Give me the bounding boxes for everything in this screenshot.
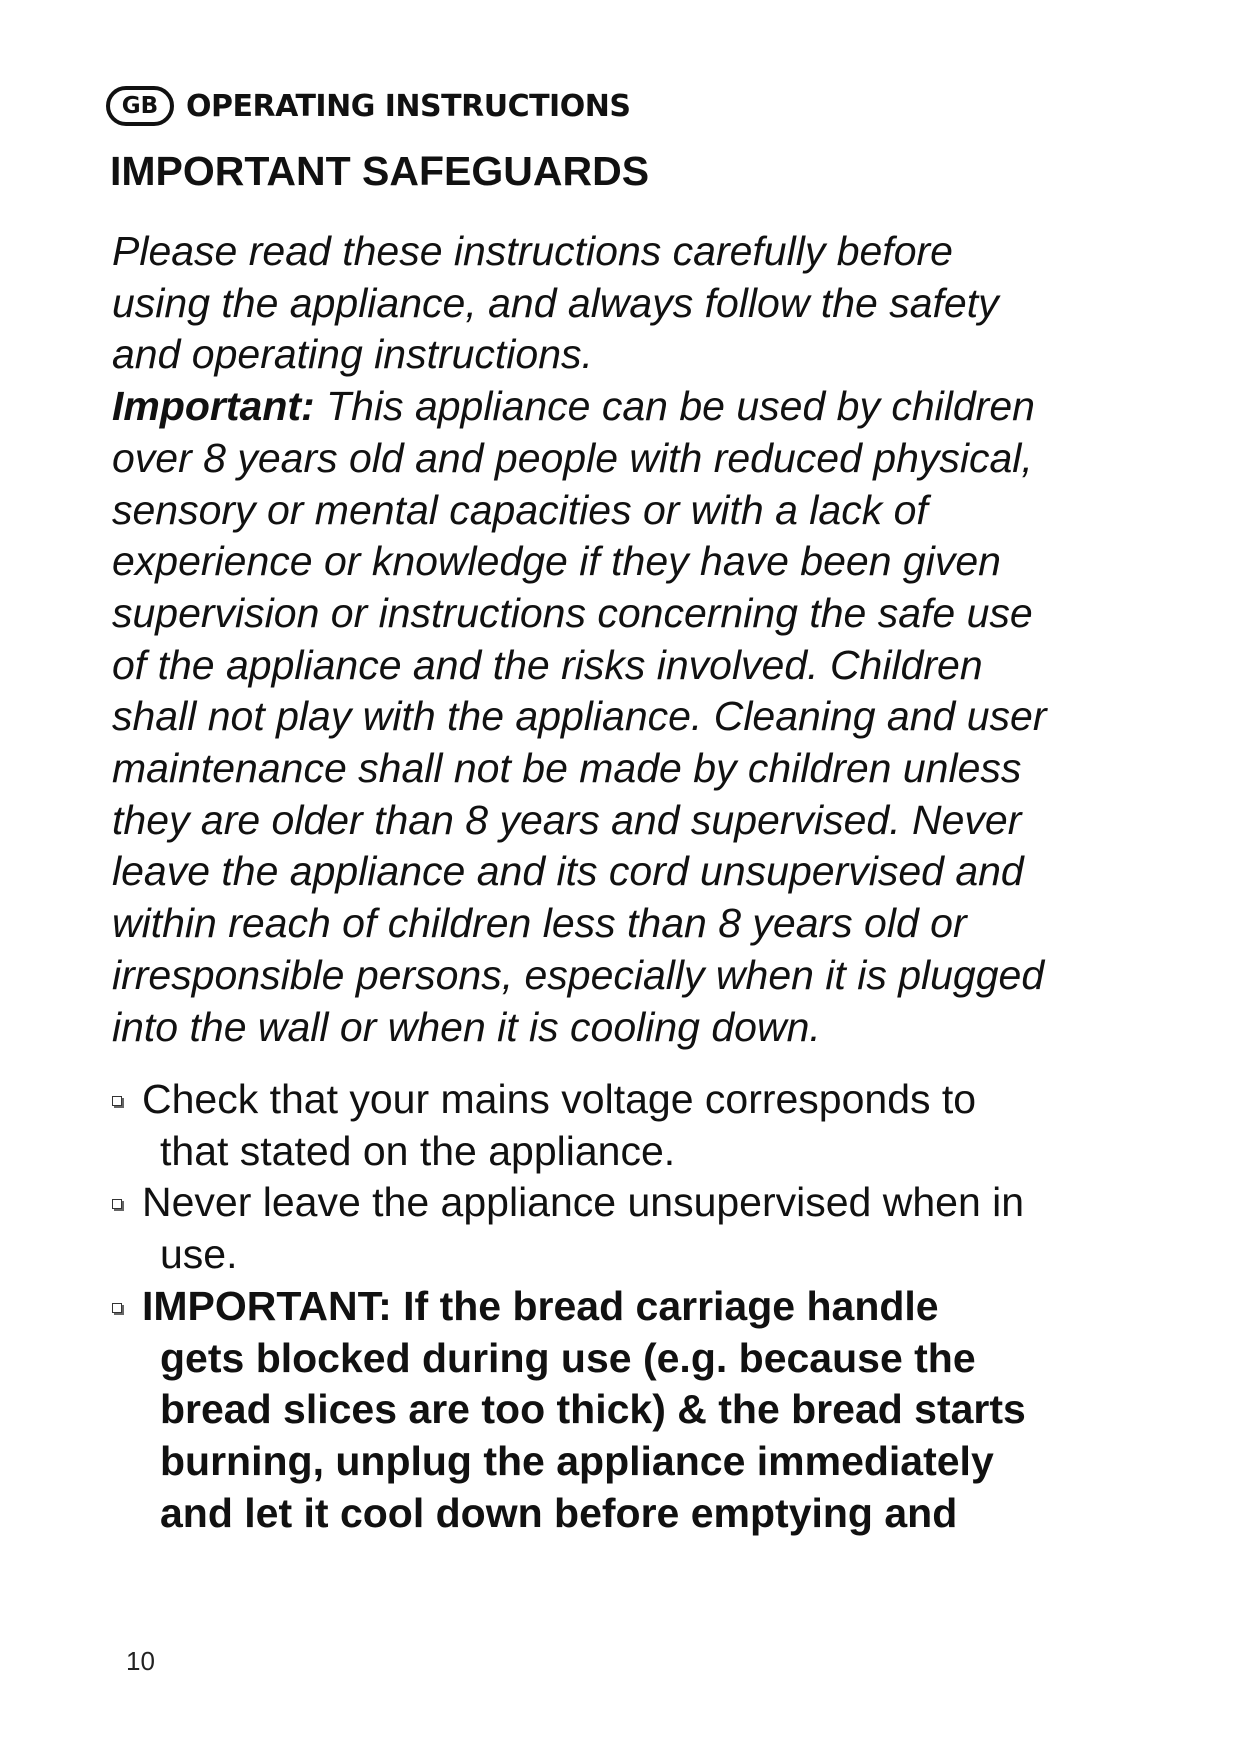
list-item-line: Never leave the appliance unsupervised when in — [142, 1179, 1025, 1226]
country-badge: GB — [106, 86, 174, 126]
important-line: supervision or instructions concerning the safe use — [112, 589, 1033, 636]
section-title: IMPORTANT SAFEGUARDS — [110, 148, 650, 194]
list-item-line: that stated on the appliance. — [160, 1127, 676, 1174]
list-item — [108, 1281, 1168, 1540]
header-title: OPERATING INSTRUCTIONS — [186, 88, 631, 124]
important-line: shall not play with the appliance. Cleaning and user — [112, 693, 1047, 740]
list-item-line: IMPORTANT: If the bread carriage handle — [142, 1282, 939, 1329]
important-line: maintenance shall not be made by children unless — [112, 745, 1022, 792]
list-item-line: and let it cool down before emptying and — [160, 1489, 958, 1536]
checkbox-bullet-icon — [112, 1096, 122, 1106]
safeguard-list — [108, 1074, 1168, 1539]
important-text: This appliance can be used by children — [314, 383, 1035, 430]
important-line: into the wall or when it is cooling down. — [112, 1003, 821, 1050]
list-item-line: gets blocked during use (e.g. because the — [160, 1334, 976, 1381]
important-line: sensory or mental capacities or with a lack of — [112, 486, 928, 533]
page-number: 10 — [126, 1646, 155, 1676]
list-item — [108, 1177, 1168, 1280]
important-line: over 8 years old and people with reduced physical, — [112, 434, 1033, 481]
list-item-line: burning, unplug the appliance immediately — [160, 1437, 994, 1484]
important-line: leave the appliance and its cord unsupervised and — [112, 848, 1024, 895]
important-line — [112, 381, 1152, 433]
important-label: Important: — [112, 383, 315, 430]
important-line: within reach of children less than 8 years old or — [112, 900, 967, 947]
list-item-line: Check that your mains voltage corresponds to — [142, 1076, 977, 1122]
checkbox-bullet-icon — [112, 1303, 122, 1313]
list-item-line: bread slices are too thick) & the bread starts — [160, 1386, 1026, 1433]
intro-line: and operating instructions. — [112, 331, 593, 378]
document-header — [106, 84, 630, 128]
intro-line: Please read these instructions carefully before — [112, 228, 953, 274]
important-line: of the appliance and the risks involved. Children — [112, 641, 983, 688]
intro-paragraph — [112, 226, 1152, 1053]
important-line: they are older than 8 years and supervised. Never — [112, 796, 1022, 843]
checkbox-bullet-icon — [112, 1199, 122, 1209]
important-line: experience or knowledge if they have been given — [112, 538, 1001, 585]
list-item-line: use. — [160, 1231, 238, 1278]
important-line: irresponsible persons, especially when it is plugged — [112, 951, 1045, 998]
intro-line: using the appliance, and always follow the safety — [112, 279, 999, 326]
list-item — [108, 1074, 1168, 1177]
